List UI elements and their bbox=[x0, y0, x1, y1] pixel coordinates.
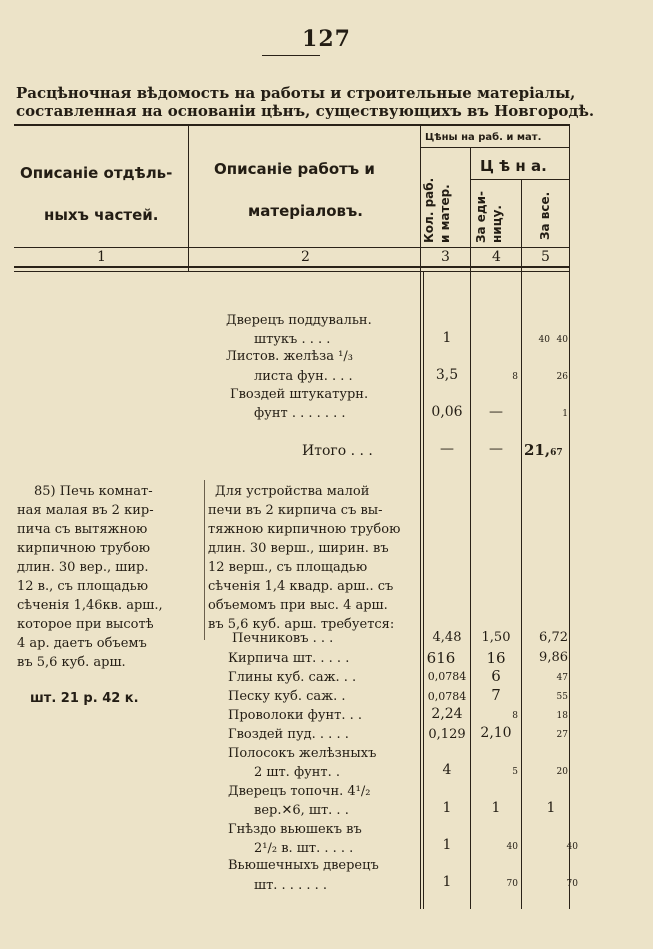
item-desc-line: кирпичною трубою bbox=[17, 541, 151, 556]
row-qty: 3,5 bbox=[435, 367, 459, 383]
row-desc-line1: Дверецъ поддувальн. bbox=[226, 313, 372, 328]
row-desc-line2: 2 шт. фунт. . bbox=[254, 765, 341, 780]
page-number-underline bbox=[262, 55, 320, 56]
row-qty: 4,48 bbox=[432, 630, 462, 645]
row-desc-line2: листа фун. . . . bbox=[254, 369, 353, 384]
col-number-3: 3 bbox=[441, 249, 450, 265]
work-desc-line: Для устройства малой bbox=[215, 484, 370, 499]
row-unit: 40 bbox=[538, 335, 550, 345]
row-unit: 40 bbox=[506, 842, 518, 852]
row-desc-line1: Полосокъ желѣзныхъ bbox=[228, 746, 377, 761]
row-total: 18 bbox=[556, 711, 568, 721]
row-qty: 0,06 bbox=[431, 404, 463, 420]
row-desc-line1: Листов. желѣза ¹/₃ bbox=[226, 349, 353, 364]
header-divider bbox=[14, 247, 569, 248]
total-qty: — bbox=[440, 441, 454, 457]
col-number-5: 5 bbox=[541, 249, 550, 265]
item-desc-line: въ 5,6 куб. арш. bbox=[17, 655, 126, 670]
row-total: 40 bbox=[566, 842, 578, 852]
row-unit: 1,50 bbox=[481, 630, 511, 645]
row-desc-line1: Гвоздей пуд. . . . . bbox=[228, 727, 349, 742]
item-price: шт. 21 р. 42 к. bbox=[30, 691, 139, 706]
work-desc-line: тяжною кирпичною трубою bbox=[208, 522, 401, 537]
row-total: 40 bbox=[556, 335, 568, 345]
row-desc-line1: Проволоки фунт. . . bbox=[228, 708, 362, 723]
total-sum-int: 21, bbox=[524, 441, 551, 459]
row-qty: 1 bbox=[442, 800, 452, 816]
column-number-rule-2 bbox=[14, 271, 569, 272]
row-unit: 1 bbox=[491, 800, 501, 816]
row-qty: 0,129 bbox=[428, 727, 466, 742]
row-qty: 0,0784 bbox=[427, 690, 467, 703]
item-desc-line: 85) Печь комнат- bbox=[34, 484, 153, 499]
work-desc-line: 12 верш., съ площадью bbox=[208, 560, 368, 575]
row-total: 6,72 bbox=[539, 630, 568, 645]
work-desc-rule bbox=[204, 480, 205, 640]
total-sum bbox=[524, 441, 563, 459]
work-desc-line: въ 5,6 куб. арш. требуется: bbox=[208, 617, 395, 632]
row-qty: 616 bbox=[426, 649, 456, 667]
row-qty: 1 bbox=[442, 837, 452, 853]
row-desc-line1: Вьюшечныхъ дверецъ bbox=[228, 858, 379, 873]
col-divider-1 bbox=[188, 124, 189, 272]
col-divider-2 bbox=[420, 124, 421, 909]
row-total: 70 bbox=[566, 879, 578, 889]
col5-header: За все. bbox=[538, 191, 552, 240]
col3-header-line1: Кол. раб. bbox=[422, 177, 436, 243]
row-total: 55 bbox=[556, 692, 568, 702]
row-unit: 8 bbox=[512, 711, 518, 721]
prices-divider bbox=[420, 147, 569, 148]
row-qty: 2,24 bbox=[431, 706, 463, 722]
item-desc-line: 4 ар. даетъ объемъ bbox=[17, 636, 147, 651]
row-qty: 4 bbox=[442, 762, 452, 778]
col-number-1: 1 bbox=[97, 249, 106, 265]
row-total: 47 bbox=[556, 673, 568, 683]
col1-header-line1: Описаніе отдѣль- bbox=[20, 164, 173, 182]
col4-header-line1: За еди- bbox=[474, 190, 488, 243]
row-desc-line2: вер.✕6, шт. . . bbox=[254, 803, 349, 818]
item-desc-line: пича съ вытяжною bbox=[17, 522, 148, 537]
total-unit: — bbox=[489, 441, 503, 457]
col2-header-line1: Описаніе работъ и bbox=[214, 160, 375, 178]
price-divider bbox=[470, 179, 569, 180]
col3-header-line2: и матер. bbox=[438, 184, 452, 243]
row-unit: 6 bbox=[491, 667, 501, 685]
table-title-line1: Расцѣночная вѣдомость на работы и строительные матеріалы, bbox=[16, 84, 576, 102]
col-divider-3 bbox=[470, 147, 471, 909]
item-desc-line: длин. 30 вер., шир. bbox=[17, 560, 149, 575]
col-divider-5 bbox=[569, 124, 570, 909]
col1-header-line2: ныхъ частей. bbox=[44, 206, 159, 224]
row-desc-line2: фунт . . . . . . . bbox=[254, 406, 346, 421]
row-desc-line1: Дверецъ топочн. 4¹/₂ bbox=[228, 784, 371, 799]
col-number-2: 2 bbox=[301, 249, 310, 265]
row-qty: 1 bbox=[442, 330, 452, 346]
row-unit: 70 bbox=[506, 879, 518, 889]
col2-header-line2: матеріаловъ. bbox=[248, 202, 364, 220]
row-desc-line1: Кирпича шт. . . . . bbox=[228, 651, 350, 666]
row-unit: 7 bbox=[491, 686, 501, 704]
row-desc-line1: Гнѣздо вьюшекъ въ bbox=[228, 822, 362, 837]
table-title-line2: составленная на основаніи цѣнъ, существующихъ въ Новгородѣ. bbox=[16, 102, 595, 120]
work-desc-line: объемомъ при выс. 4 арш. bbox=[208, 598, 388, 613]
row-unit: 8 bbox=[512, 372, 518, 382]
work-desc-line: длин. 30 верш., ширин. въ bbox=[208, 541, 389, 556]
row-total: 1 bbox=[546, 800, 556, 816]
item-desc-line: сѣченія 1,46кв. арш., bbox=[17, 598, 163, 613]
col4-header-line2: ницу. bbox=[490, 205, 504, 243]
row-total: 26 bbox=[556, 372, 568, 382]
item-desc-line: которое при высотѣ bbox=[17, 617, 154, 632]
row-total: 1 bbox=[562, 409, 568, 419]
row-desc-line1: Песку куб. саж. . bbox=[228, 689, 346, 704]
table-top-rule bbox=[14, 124, 569, 126]
col-number-4: 4 bbox=[492, 249, 501, 265]
row-desc-line1: Печниковъ . . . bbox=[232, 631, 334, 646]
total-sum-dec: 67 bbox=[550, 448, 563, 458]
page-number: 127 bbox=[302, 26, 351, 52]
item-desc-line: ная малая въ 2 кир- bbox=[17, 503, 154, 518]
price-header: Ц ѣ н а. bbox=[480, 157, 547, 175]
row-unit: 5 bbox=[512, 767, 518, 777]
row-unit: 16 bbox=[486, 649, 506, 667]
column-number-rule bbox=[14, 266, 569, 268]
row-unit: 2,10 bbox=[480, 725, 512, 741]
total-label: Итого . . . bbox=[302, 443, 373, 459]
row-desc-line2: шт. . . . . . . bbox=[254, 878, 327, 893]
row-desc-line2: 2¹/₂ в. шт. . . . . bbox=[254, 841, 354, 856]
row-total: 9,86 bbox=[539, 650, 568, 665]
row-unit: — bbox=[489, 404, 503, 420]
row-total: 27 bbox=[556, 730, 568, 740]
item-desc-line: 12 в., съ площадью bbox=[17, 579, 149, 594]
row-total: 20 bbox=[556, 767, 568, 777]
row-desc-line2: штукъ . . . . bbox=[254, 332, 331, 347]
prices-header: Цѣны на раб. и мат. bbox=[425, 132, 542, 143]
work-desc-line: сѣченія 1,4 квадр. арш.. съ bbox=[208, 579, 394, 594]
row-qty: 1 bbox=[442, 874, 452, 890]
work-desc-line: печи въ 2 кирпича съ вы- bbox=[208, 503, 383, 518]
row-desc-line1: Гвоздей штукатурн. bbox=[230, 387, 369, 402]
row-desc-line1: Глины куб. саж. . . bbox=[228, 670, 357, 685]
row-qty: 0,0784 bbox=[427, 670, 467, 683]
